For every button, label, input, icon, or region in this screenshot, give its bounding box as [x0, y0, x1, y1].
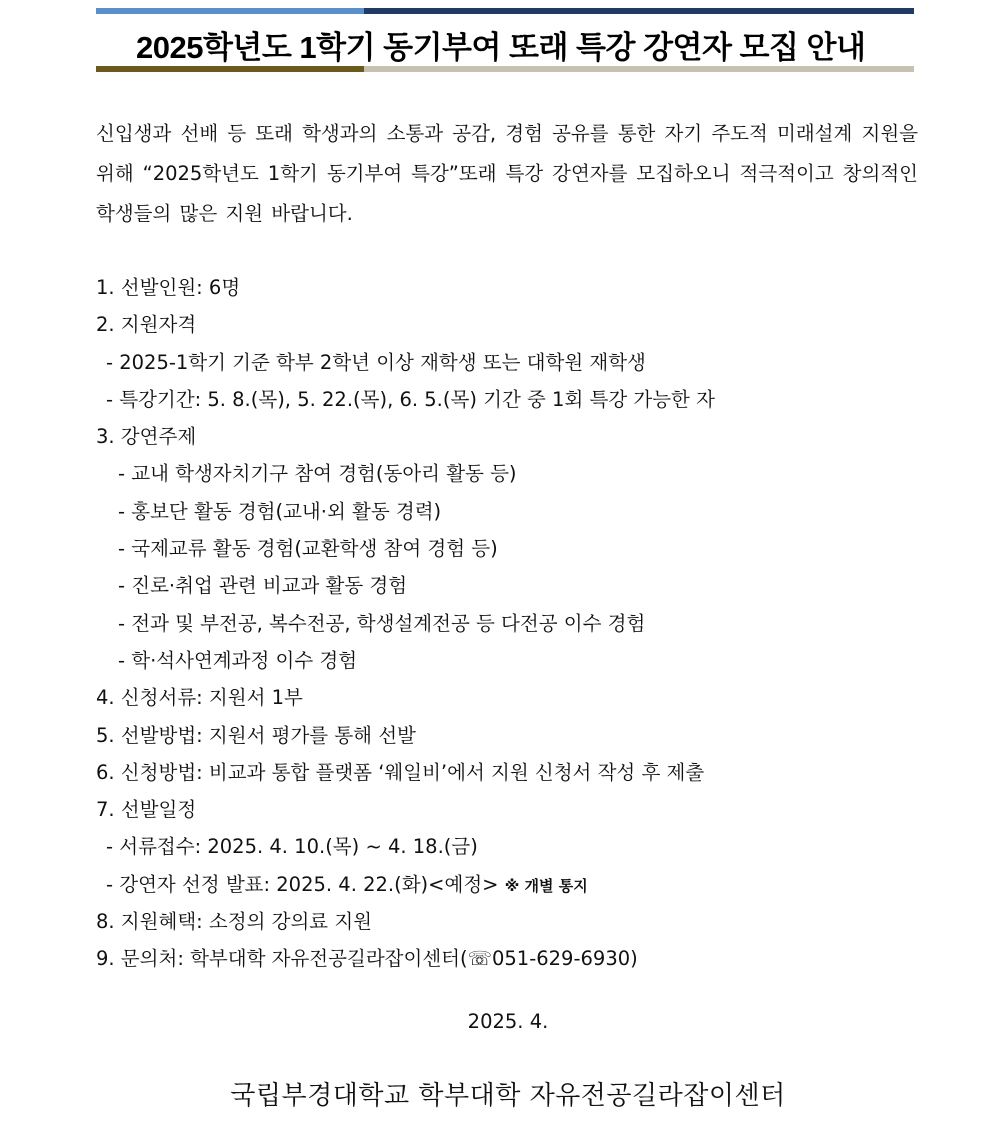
- topic-bachelor-master: - 학·석사연계과정 이수 경험: [118, 648, 358, 672]
- item-schedule: 7. 선발일정: [96, 798, 197, 822]
- item-lecture-topics: 3. 강연주제: [96, 425, 197, 449]
- notice-date: 2025. 4.: [467, 1010, 549, 1033]
- announcement-note: ※ 개별 통지: [504, 876, 588, 895]
- item-contact: 9. 문의처: 학부대학 자유전공길라잡이센터(☏051-629-6930): [96, 947, 638, 971]
- top-border-bar-left: [96, 8, 364, 14]
- schedule-announcement: [96, 866, 918, 903]
- top-border-bar: [96, 8, 914, 14]
- bottom-border-bar: [96, 66, 914, 72]
- organization-name: 국립부경대학교 학부대학 자유전공길라잡이센터: [230, 1081, 786, 1111]
- item-documents: 4. 신청서류: 지원서 1부: [96, 686, 303, 710]
- title-banner: [96, 8, 914, 74]
- page-title: 2025학년도 1학기 동기부여 또래 특강 강연자 모집 안내: [136, 30, 866, 65]
- topic-student-council: - 교내 학생자치기구 참여 경험(동아리 활동 등): [118, 462, 517, 486]
- top-border-bar-right: [364, 8, 914, 14]
- item-benefits: 8. 지원혜택: 소정의 강의료 지원: [96, 910, 373, 934]
- announcement-date: - 강연자 선정 발표: 2025. 4. 22.(화)<예정>: [106, 872, 499, 896]
- eligibility-lecture-period: - 특강기간: 5. 8.(목), 5. 22.(목), 6. 5.(목) 기간 중 1회 특강 가능한 자: [106, 387, 715, 411]
- topic-international-exchange: - 국제교류 활동 경험(교환학생 참여 경험 등): [118, 537, 498, 561]
- intro-paragraph: 신입생과 선배 등 또래 학생과의 소통과 공감, 경험 공유를 통한 자기 주도적 미래설계 지원을 위해 “2025학년도 1학기 동기부여 특강”또래 특강 강연자를 모집하오니 적극적이고 창의적인 학생들의 많은 지원 바랍니다.: [96, 122, 918, 225]
- item-selection-method: 5. 선발방법: 지원서 평가를 통해 선발: [96, 723, 416, 747]
- item-eligibility: 2. 지원자격: [96, 313, 197, 337]
- bottom-border-bar-left: [96, 66, 364, 72]
- eligibility-enrollment: - 2025-1학기 기준 학부 2학년 이상 재학생 또는 대학원 재학생: [106, 350, 646, 374]
- schedule-document-submission: - 서류접수: 2025. 4. 10.(목) ~ 4. 18.(금): [106, 835, 478, 859]
- item-selection-count: 1. 선발인원: 6명: [96, 276, 241, 299]
- bottom-border-bar-right: [364, 66, 914, 72]
- topic-promotion-team: - 홍보단 활동 경험(교내·외 활동 경력): [118, 499, 442, 523]
- topic-career: - 진로·취업 관련 비교과 활동 경험: [118, 574, 408, 598]
- topic-multi-major: - 전과 및 부전공, 복수전공, 학생설계전공 등 다전공 이수 경험: [118, 611, 646, 635]
- item-application-method: 6. 신청방법: 비교과 통합 플랫폼 ‘웨일비’에서 지원 신청서 작성 후 제출: [96, 760, 705, 784]
- notice-items: [96, 269, 918, 978]
- notice-body: [96, 114, 918, 978]
